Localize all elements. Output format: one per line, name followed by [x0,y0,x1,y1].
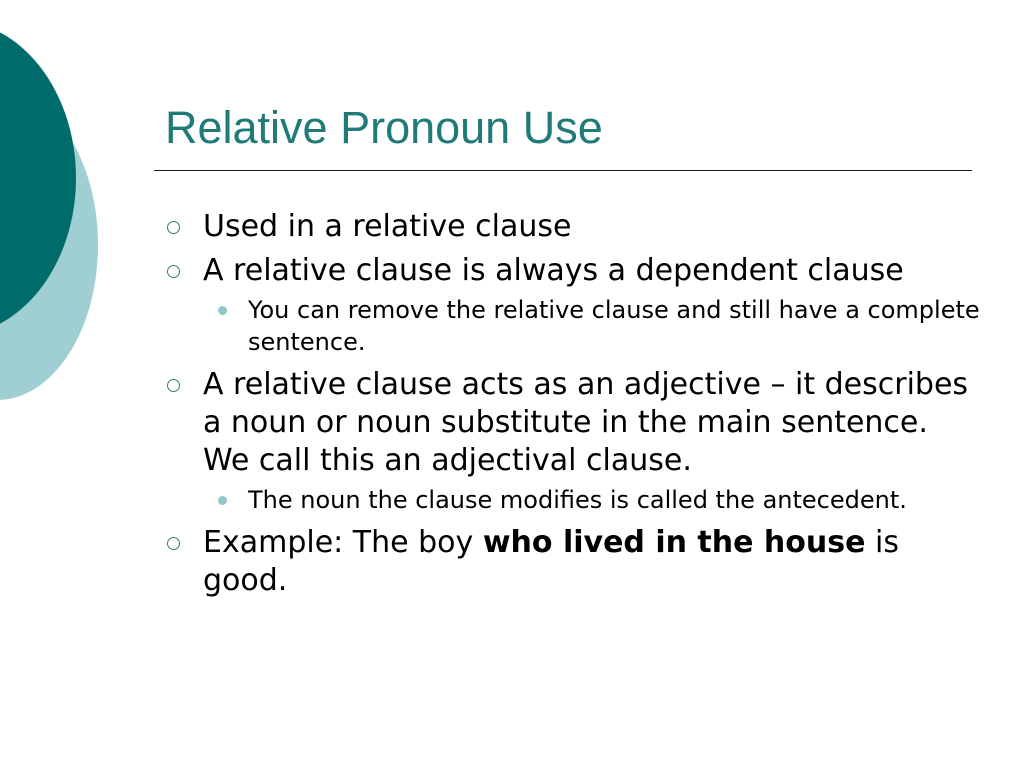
bullet-item [160,366,980,480]
title-divider [154,170,972,171]
bullet-text: A relative clause acts as an adjective – it describes a noun or noun substitute in the main sentence. We call this an adjectival clause. [203,367,969,478]
example-bullet-item [160,524,980,600]
example-suffix: is good. [203,525,899,598]
hollow-circle-bullet-icon [167,265,180,278]
hollow-circle-bullet-icon [167,379,180,392]
sub-bullet-text: You can remove the relative clause and still have a complete sentence. [248,296,980,356]
filled-dot-bullet-icon [218,306,227,315]
bullet-text: Used in a relative clause [203,209,572,244]
hollow-circle-bullet-icon [167,221,180,234]
example-bold-clause: who lived in the house [482,525,866,560]
sub-bullet-item [160,484,980,516]
bullet-item [160,252,980,290]
sub-bullet-item [160,294,980,358]
hollow-circle-bullet-icon [167,537,180,550]
slide-title: Relative Pronoun Use [165,102,603,153]
bullet-item [160,208,980,246]
filled-dot-bullet-icon [218,496,227,505]
bullet-text: A relative clause is always a dependent clause [203,253,904,288]
slide-body [160,208,980,606]
example-prefix: Example: The boy [203,525,483,560]
sub-bullet-text: The noun the clause modifies is called the antecedent. [248,486,907,514]
